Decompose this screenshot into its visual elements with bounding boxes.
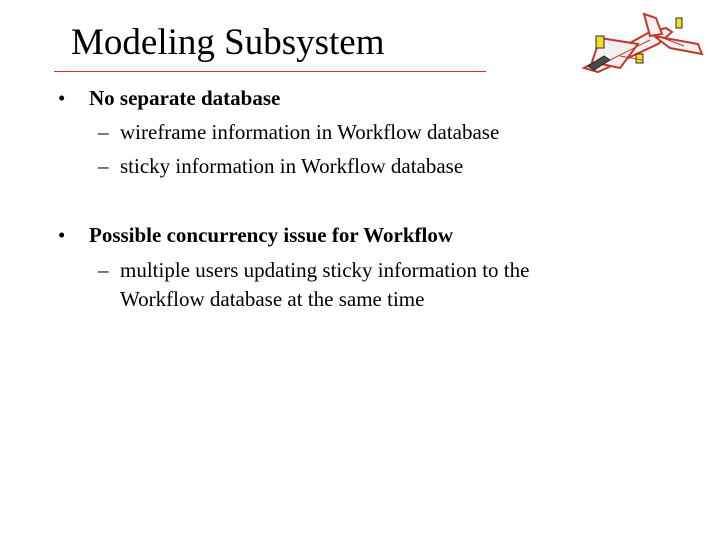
sub-bullet-text: Workflow database at the same time	[120, 287, 425, 311]
sub-bullet-marker: –	[98, 154, 109, 178]
bullet-marker: •	[58, 223, 66, 247]
slide-title: Modeling Subsystem	[71, 22, 385, 63]
sub-bullet-text: multiple users updating sticky information to the	[120, 258, 530, 282]
sub-bullet-marker: –	[98, 120, 109, 144]
bullet-text: Possible concurrency issue for Workflow	[89, 223, 453, 247]
jet-missile-left	[596, 36, 604, 48]
bullet-marker: •	[58, 86, 66, 110]
jet-airplane-icon	[580, 10, 710, 80]
jet-missile-tail	[676, 18, 682, 28]
title-underline	[54, 71, 486, 72]
jet-stabilizer	[654, 36, 702, 54]
sub-bullet-marker: –	[98, 258, 109, 282]
jet-missile-bottom	[636, 54, 643, 63]
sub-bullet-text: wireframe information in Workflow database	[120, 120, 500, 144]
bullet-text: No separate database	[89, 86, 281, 110]
sub-bullet-text: sticky information in Workflow database	[120, 154, 464, 178]
